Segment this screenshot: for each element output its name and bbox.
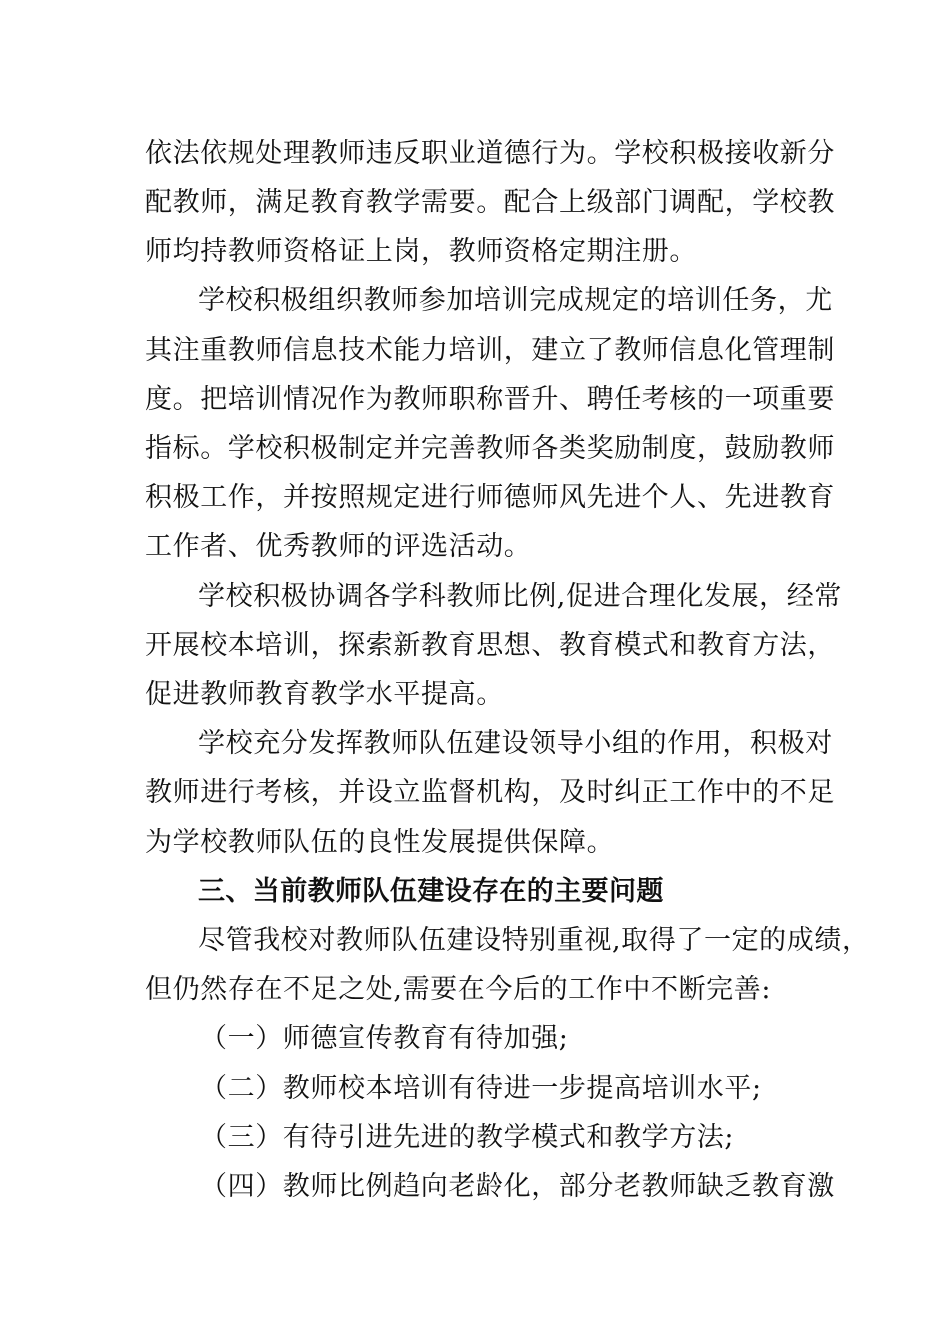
paragraph-line: 工作者、优秀教师的评选活动。 xyxy=(145,531,532,562)
paragraph-line: 指标。学校积极制定并完善教师各类奖励制度，鼓励教师 xyxy=(145,433,835,464)
paragraph-line: 尽管我校对教师队伍建设特别重视,取得了一定的成绩， xyxy=(198,925,870,956)
paragraph-line: 开展校本培训，探索新教育思想、教育模式和教育方法， xyxy=(145,630,835,661)
list-item: （一）师德宣传教育有待加强; xyxy=(200,1023,569,1054)
paragraph-line: 学校积极组织教师参加培训完成规定的培训任务，尤 xyxy=(198,285,833,316)
paragraph-line: 依法依规处理教师违反职业道德行为。学校积极接收新分 xyxy=(145,138,835,169)
list-item: （四）教师比例趋向老龄化，部分老教师缺乏教育激 xyxy=(200,1171,835,1202)
paragraph-line: 学校积极协调各学科教师比例,促进合理化发展，经常 xyxy=(198,581,842,612)
list-item: （二）教师校本培训有待进一步提高培训水平; xyxy=(200,1073,762,1104)
paragraph-line: 配教师，满足教育教学需要。配合上级部门调配，学校教 xyxy=(145,187,835,218)
paragraph-line: 积极工作，并按照规定进行师德师风先进个人、先进教育 xyxy=(145,482,835,513)
paragraph-line: 促进教师教育教学水平提高。 xyxy=(145,679,504,710)
section-heading: 三、当前教师队伍建设存在的主要问题 xyxy=(198,876,664,907)
list-item: （三）有待引进先进的教学模式和教学方法; xyxy=(200,1122,735,1153)
paragraph-line: 其注重教师信息技术能力培训，建立了教师信息化管理制 xyxy=(145,335,835,366)
paragraph-line: 为学校教师队伍的良性发展提供保障。 xyxy=(145,827,615,858)
paragraph-line: 但仍然存在不足之处,需要在今后的工作中不断完善: xyxy=(145,974,772,1005)
paragraph-line: 度。把培训情况作为教师职称晋升、聘任考核的一项重要 xyxy=(145,384,835,415)
paragraph-line: 学校充分发挥教师队伍建设领导小组的作用，积极对 xyxy=(198,728,833,759)
paragraph-line: 师均持教师资格证上岗，教师资格定期注册。 xyxy=(145,236,697,267)
paragraph-line: 教师进行考核，并设立监督机构，及时纠正工作中的不足 xyxy=(145,777,835,808)
